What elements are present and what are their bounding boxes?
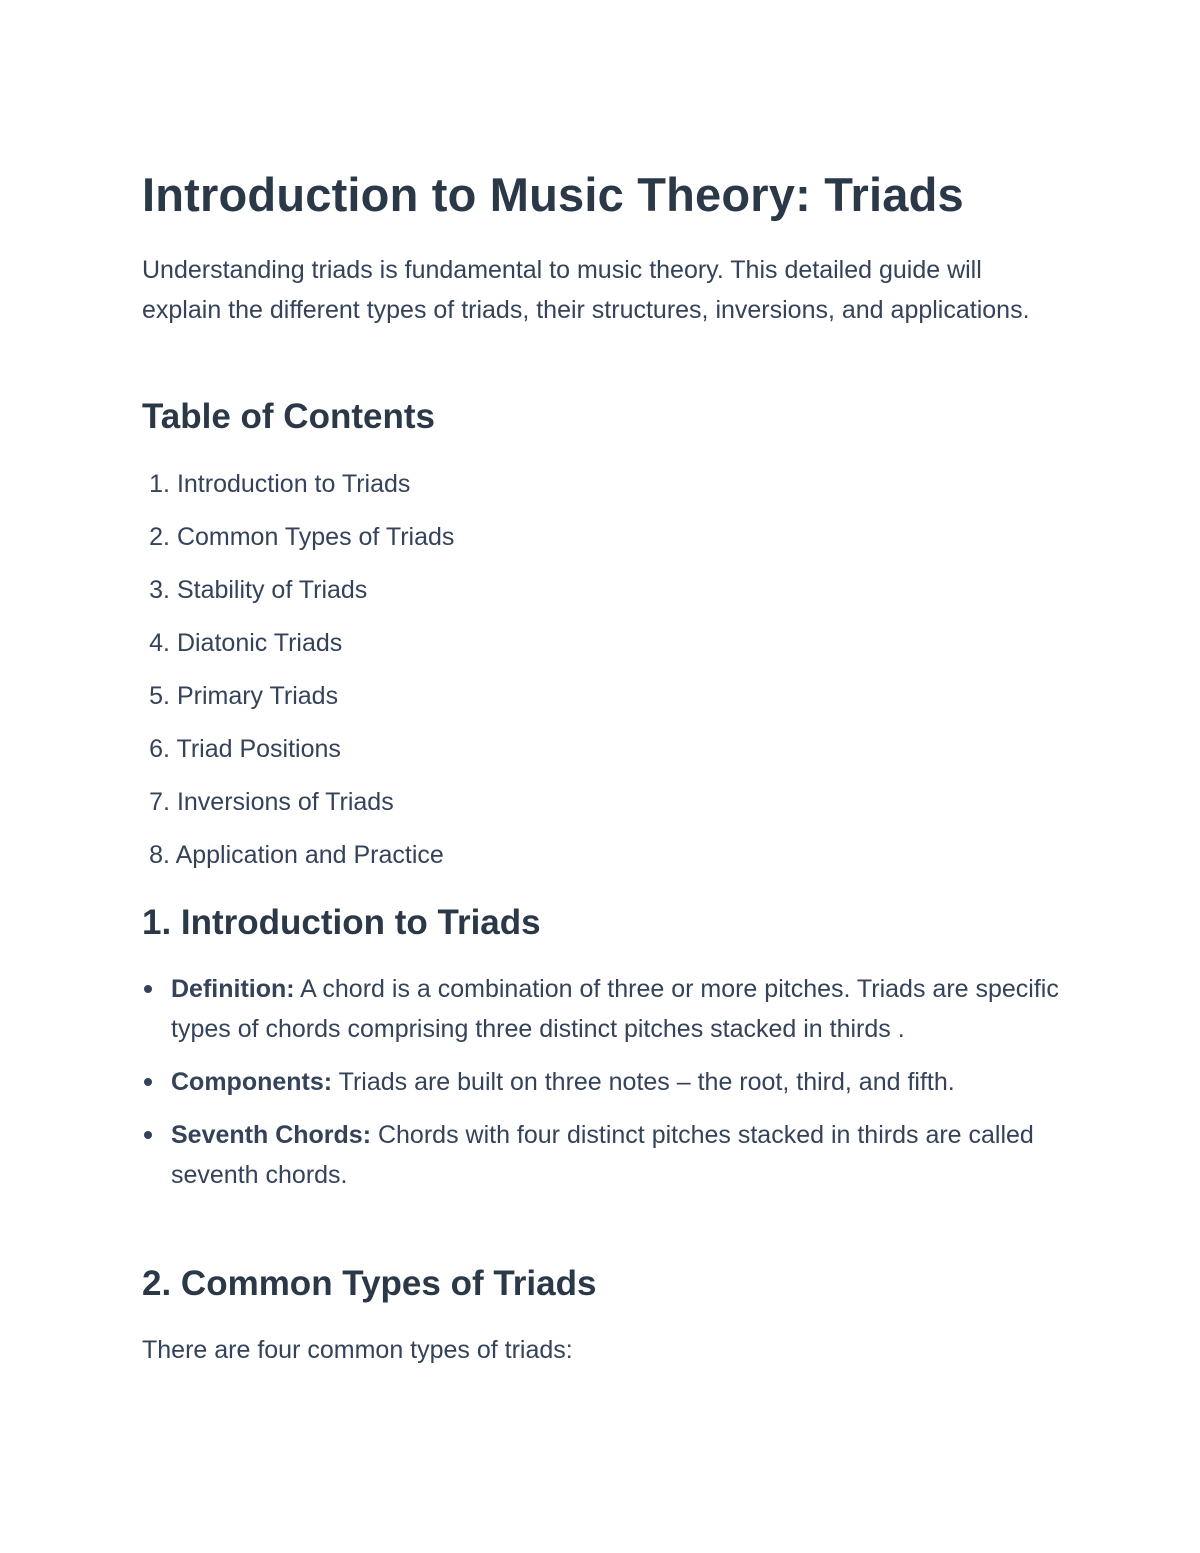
toc-number: 7. [149, 788, 170, 816]
toc-item-positions [142, 727, 454, 780]
toc-item-diatonic [142, 621, 454, 674]
page-title: Introduction to Music Theory: Triads [142, 168, 964, 221]
toc-item-primary [142, 674, 454, 727]
toc-label: Diatonic Triads [176, 629, 343, 657]
toc-number: 4. [149, 629, 170, 657]
bullet-text: Chords with four distinct pitches stacked in thirds are called seventh chords. [171, 1121, 1034, 1189]
table-of-contents [142, 462, 454, 886]
bullet-term: Seventh Chords: [171, 1121, 372, 1149]
toc-label: Inversions of Triads [176, 788, 394, 816]
toc-item-stability [142, 568, 454, 621]
toc-item-inversions [142, 780, 454, 833]
toc-label: Stability of Triads [176, 576, 368, 604]
section-heading-common-types: 2. Common Types of Triads [142, 1264, 597, 1303]
toc-label: Triad Positions [176, 735, 341, 763]
bullet-term: Definition: [171, 975, 295, 1003]
toc-label: Application and Practice [175, 841, 444, 869]
toc-label: Introduction to Triads [176, 470, 411, 498]
bullet-icon [144, 985, 152, 993]
toc-item-application [142, 833, 454, 886]
intro-paragraph: Understanding triads is fundamental to music theory. This detailed guide will explain the different types of triads, their structures, inversions, and applications. [142, 256, 1030, 324]
toc-number: 5. [149, 682, 170, 710]
toc-number: 8. [149, 841, 170, 869]
toc-item-introduction [142, 462, 454, 515]
toc-label: Primary Triads [176, 682, 339, 710]
bullet-text: Triads are built on three notes – the root, third, and fifth. [332, 1068, 955, 1096]
toc-number: 3. [149, 576, 170, 604]
toc-number: 6. [149, 735, 170, 763]
bullet-list [142, 969, 1062, 1208]
toc-heading: Table of Contents [142, 397, 435, 436]
toc-label: Common Types of Triads [176, 523, 455, 551]
toc-number: 1. [149, 470, 170, 498]
bullet-icon [144, 1078, 152, 1086]
toc-item-common-types [142, 515, 454, 568]
bullet-text: A chord is a combination of three or more pitches. Triads are specific types of chords comprising three distinct pitches stacked in thirds . [171, 975, 1059, 1043]
bullet-term: Components: [171, 1068, 333, 1096]
section-heading-introduction: 1. Introduction to Triads [142, 903, 541, 942]
list-item [142, 1115, 1062, 1195]
toc-number: 2. [149, 523, 170, 551]
bullet-icon [144, 1131, 152, 1139]
section-paragraph: There are four common types of triads: [142, 1336, 573, 1364]
list-item [142, 969, 1062, 1049]
list-item [142, 1062, 1062, 1102]
